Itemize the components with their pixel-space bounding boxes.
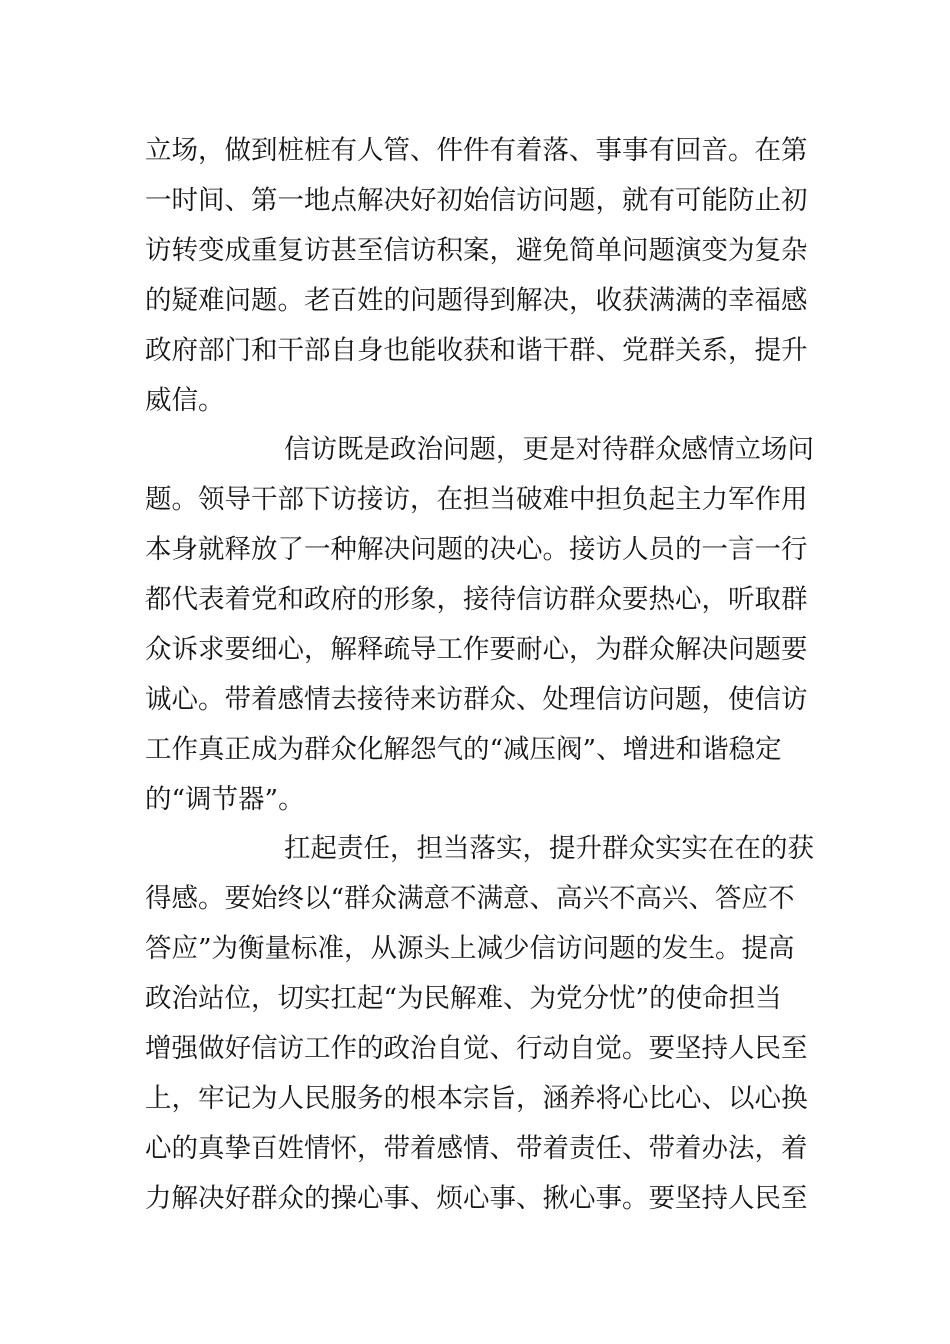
- paragraph-2-line-1: 信访既是政治问题，更是对待群众感情立场问: [284, 434, 814, 465]
- paragraph-3-line-8: 力解决好群众的操心事、烦心事、揪心事。要坚持人民至: [145, 1183, 808, 1214]
- paragraph-2-line-4: 都代表着党和政府的形象，接待信访群众要热心，听取群: [145, 584, 808, 615]
- paragraph-1-line-2: 一时间、第一地点解决好初始信访问题，就有可能防止初: [145, 185, 808, 216]
- paragraph-1-line-4: 的疑难问题。老百姓的问题得到解决，收获满满的幸福感: [145, 285, 808, 316]
- paragraph-3-line-3: 答应”为衡量标准，从源头上减少信访问题的发生。提高: [145, 933, 795, 964]
- paragraph-2-line-2: 题。领导干部下访接访，在担当破难中担负起主力军作用: [145, 484, 808, 515]
- paragraph-3-line-6: 上，牢记为人民服务的根本宗旨，涵养将心比心、以心换: [145, 1083, 808, 1114]
- paragraph-3-line-5: 增强做好信访工作的政治自觉、行动自觉。要坚持人民至: [145, 1033, 808, 1064]
- paragraph-3-line-4: 政治站位，切实扛起“为民解难、为党分忧”的使命担当: [145, 983, 782, 1014]
- paragraph-2-line-3: 本身就释放了一种解决问题的决心。接访人员的一言一行: [145, 534, 808, 565]
- paragraph-1-line-1: 立场，做到桩桩有人管、件件有着落、事事有回音。在第: [145, 135, 808, 166]
- paragraph-3-line-1: 扛起责任，担当落实，提升群众实实在在的获: [284, 833, 814, 864]
- paragraph-2-line-6: 诚心。带着感情去接待来访群众、处理信访问题，使信访: [145, 684, 808, 715]
- paragraph-2-line-7: 工作真正成为群众化解怨气的“减压阀”、增进和谐稳定: [145, 734, 782, 765]
- paragraph-1-line-5: 政府部门和干部自身也能收获和谐干群、党群关系，提升: [145, 335, 808, 366]
- paragraph-1-line-6: 威信。: [145, 385, 225, 416]
- paragraph-2-line-5: 众诉求要细心，解释疏导工作要耐心，为群众解决问题要: [145, 634, 808, 665]
- paragraph-2-line-8: 的“调节器”。: [145, 784, 305, 815]
- paragraph-1-line-3: 访转变成重复访甚至信访积案，避免简单问题演变为复杂: [145, 235, 808, 266]
- paragraph-3-line-7: 心的真挚百姓情怀，带着感情、带着责任、带着办法，着: [145, 1133, 808, 1164]
- paragraph-3-line-2: 得感。要始终以“群众满意不满意、高兴不高兴、答应不: [145, 883, 795, 914]
